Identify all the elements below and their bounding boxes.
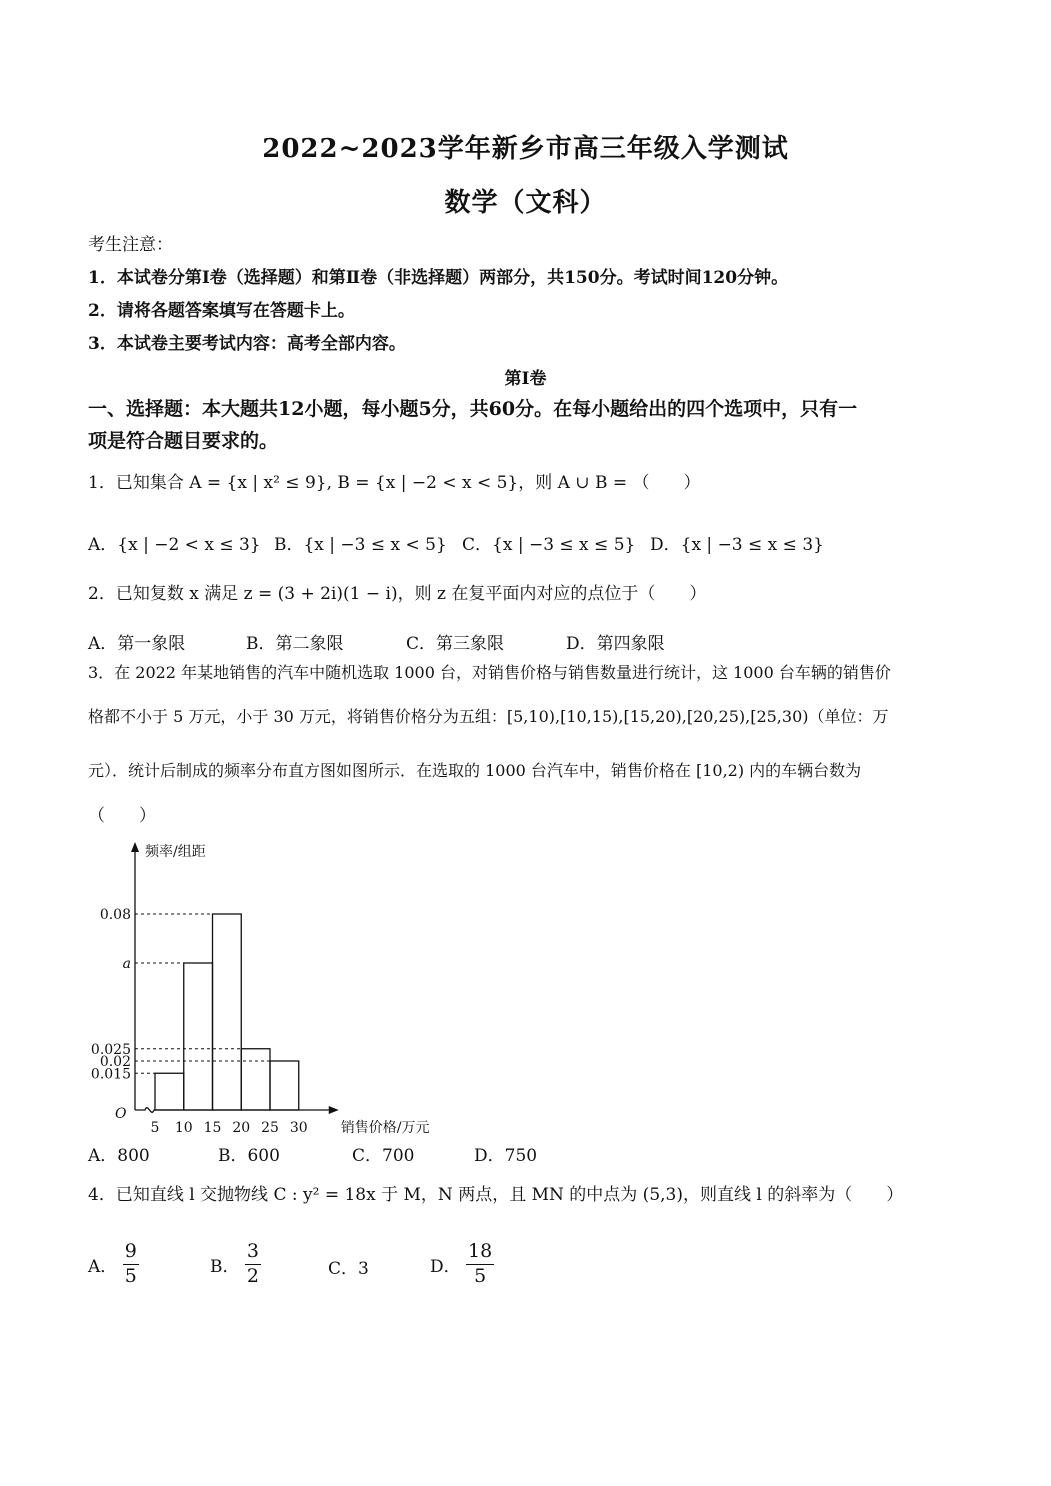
histogram-bar-4 <box>241 1049 270 1110</box>
y-axis-title: 频率/组距 <box>145 844 206 860</box>
question-3-line3: 元）．统计后制成的频率分布直方图如图所示．在选取的 1000 台汽车中，销售价格在 [10,2) 内的车辆台数为 <box>88 761 862 780</box>
histogram-bars <box>155 914 299 1110</box>
notice-heading: 考生注意： <box>88 235 173 255</box>
x-tick-label: 15 <box>203 1120 222 1136</box>
question-1-stem: 1．已知集合 A = {x | x² ≤ 9}, B = {x | −2 < x < 5}，则 A ∪ B = （ ） <box>88 473 701 493</box>
question-4-option-b-label: B． <box>210 1256 240 1277</box>
x-tick-label: 20 <box>232 1120 251 1136</box>
notice-item-2: 2．请将各题答案填写在答题卡上。 <box>88 301 355 321</box>
question-1-option-d: D．{x | −3 ≤ x ≤ 3} <box>650 535 824 555</box>
y-tick-label: 0.02 <box>99 1054 131 1070</box>
x-tick-label: 25 <box>261 1120 279 1136</box>
question-4-option-d-fraction <box>466 1240 494 1289</box>
question-1-option-a: A．{x | −2 < x ≤ 3} <box>88 535 261 555</box>
fraction-denominator: 5 <box>474 1264 487 1287</box>
y-tick-label: 0.08 <box>99 907 131 923</box>
frequency-histogram <box>90 830 470 1140</box>
histogram-labels <box>91 844 430 1136</box>
question-2-option-d: D．第四象限 <box>566 634 665 654</box>
question-3-option-b: B．600 <box>218 1146 280 1166</box>
histogram-bar-5 <box>270 1061 299 1110</box>
question-4-stem: 4．已知直线 l 交抛物线 C : y² = 18x 于 M，N 两点，且 MN 的中点为 (5,3)，则直线 l 的斜率为（ ） <box>88 1185 904 1205</box>
origin-label: O <box>115 1106 127 1122</box>
section-title: 第Ⅰ卷 <box>504 369 547 389</box>
question-4-option-a <box>88 1240 139 1289</box>
question-3-line4: （ ） <box>88 806 156 826</box>
notice-item-3: 3．本试卷主要考试内容：高考全部内容。 <box>88 334 406 354</box>
x-axis-arrow <box>329 1106 339 1114</box>
question-3-line2: 格都不小于 5 万元，小于 30 万元，将销售价格分为五组：[5,10),[10,15),[15,20),[20,25),[25,30)（单位：万 <box>88 707 889 726</box>
question-4-option-d <box>430 1240 494 1289</box>
question-1-option-c: C．{x | −3 ≤ x ≤ 5} <box>462 535 636 555</box>
y-tick-label: 0.025 <box>90 1041 131 1058</box>
fraction-numerator: 18 <box>466 1240 494 1265</box>
histogram-bar-1 <box>155 1073 184 1110</box>
fraction-numerator: 3 <box>245 1240 261 1265</box>
x-tick-label: 30 <box>289 1120 308 1136</box>
histogram-bar-2 <box>184 963 213 1110</box>
question-4-option-d-label: D． <box>430 1256 461 1277</box>
question-2-option-b: B．第二象限 <box>246 634 344 654</box>
question-3-option-d: D．750 <box>474 1146 538 1166</box>
fraction-denominator: 5 <box>124 1264 137 1287</box>
histogram-bar-3 <box>213 914 242 1110</box>
question-4-option-a-label: A． <box>88 1256 118 1277</box>
fraction-numerator: 9 <box>123 1240 139 1265</box>
notice-item-1: 1．本试卷分第Ⅰ卷（选择题）和第Ⅱ卷（非选择题）两部分，共150分。考试时间120分钟。 <box>88 268 789 288</box>
exam-subtitle: 数学（文科） <box>444 188 607 218</box>
question-4-option-c <box>328 1254 369 1279</box>
x-axis-title: 销售价格/万元 <box>340 1120 430 1136</box>
question-4-option-c-label: C． <box>328 1259 359 1279</box>
exam-title: 2022~2023学年新乡市高三年级入学测试 <box>262 134 789 164</box>
section-intro-line2: 项是符合题目要求的。 <box>88 430 279 452</box>
question-4-option-b-fraction <box>245 1240 261 1289</box>
question-4-option-b <box>210 1240 261 1289</box>
question-4-option-c-value: 3 <box>358 1259 369 1279</box>
question-3-option-c: C．700 <box>352 1146 415 1166</box>
y-tick-label: 0.015 <box>90 1066 131 1083</box>
x-tick-label: 10 <box>174 1120 193 1136</box>
section-intro-line1: 一、选择题：本大题共12小题，每小题5分，共60分。在每小题给出的四个选项中，只有一 <box>88 398 858 420</box>
y-axis-arrow <box>131 842 139 852</box>
question-3-line1: 3．在 2022 年某地销售的汽车中随机选取 1000 台，对销售价格与销售数量进行统计，这 1000 台车辆的销售价 <box>88 663 891 682</box>
question-2-stem: 2．已知复数 x 满足 z = (3 + 2i)(1 − i)，则 z 在复平面内对应的点位于（ ） <box>88 584 707 604</box>
question-2-option-c: C．第三象限 <box>406 634 505 654</box>
question-4-option-a-fraction <box>123 1240 139 1289</box>
y-tick-label: a <box>122 956 131 972</box>
question-2-option-a: A．第一象限 <box>88 634 186 654</box>
question-1-option-b: B．{x | −3 ≤ x < 5} <box>274 535 447 555</box>
question-3-option-a: A．800 <box>88 1146 150 1166</box>
fraction-denominator: 2 <box>246 1264 259 1287</box>
x-tick-label: 5 <box>150 1120 160 1136</box>
